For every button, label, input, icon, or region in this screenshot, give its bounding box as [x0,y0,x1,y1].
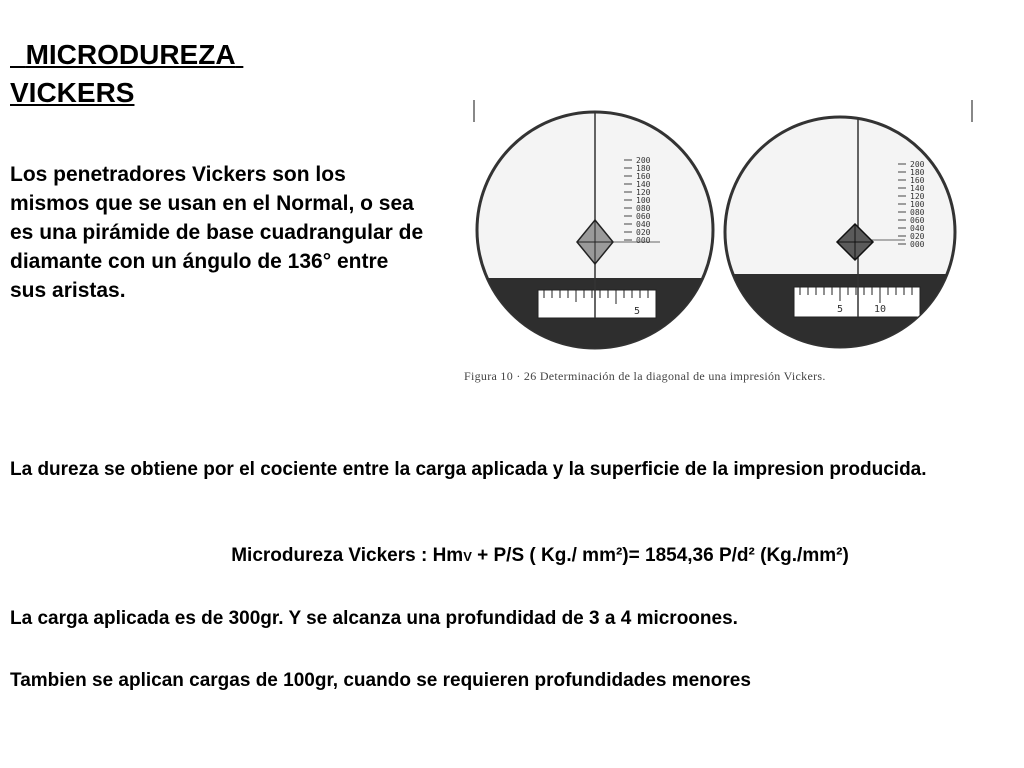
formula-part1: Microdureza Vickers : Hm [231,545,464,566]
hardness-definition: La dureza se obtiene por el cociente entre la carga aplicada y la superficie de la impresion producida. [10,459,927,480]
right-scale-label: 040 [910,224,925,233]
right-scale-label: 100 [910,200,925,209]
left-scale-label: 020 [636,228,651,237]
left-eyepiece-view [460,112,760,378]
right-ruler-label: 10 [874,304,887,315]
alt-load-paragraph: Tambien se aplican cargas de 100gr, cuando se requieren profundidades menores [10,670,751,691]
right-ruler-label: 5 [837,304,844,315]
right-scale-label: 060 [910,216,925,225]
vickers-figure [460,92,1000,397]
page-title: MICRODUREZA VICKERS [10,39,244,108]
left-scale-label: 120 [636,188,651,197]
left-scale-label: 080 [636,204,651,213]
figure-caption: Figura 10 · 26 Determinación de la diagonal de una impresión Vickers. [464,369,826,383]
load-paragraph: La carga aplicada es de 300gr. Y se alcanza una profundidad de 3 a 4 microones. [10,608,738,629]
microscope-views [460,92,1000,392]
formula [0,541,1024,571]
right-scale-label: 160 [910,176,925,185]
right-scale-label: 080 [910,208,925,217]
formula-subscript: V [463,549,472,564]
right-scale-label: 000 [910,240,925,249]
right-scale-label: 200 [910,160,925,169]
left-scale-label: 140 [636,180,651,189]
left-scale-label: 200 [636,156,651,165]
intro-paragraph: Los penetradores Vickers son los mismos que se usan en el Normal, o sea es una pirámide de base cuadrangular de diamante con un ángulo de 136° entre sus aristas. [10,163,424,302]
left-ruler-label: 5 [634,306,641,317]
left-scale-label: 060 [636,212,651,221]
left-scale-label: 000 [636,236,651,245]
left-scale-label: 100 [636,196,651,205]
left-scale-label: 040 [636,220,651,229]
right-scale-label: 020 [910,232,925,241]
right-scale-label: 140 [910,184,925,193]
right-eyepiece-view [710,117,970,374]
left-scale-label: 180 [636,164,651,173]
left-scale-label: 160 [636,172,651,181]
right-scale-label: 180 [910,168,925,177]
formula-part2: + P/S ( Kg./ mm²)= 1854,36 P/d² (Kg./mm²) [471,545,849,566]
right-scale-label: 120 [910,192,925,201]
